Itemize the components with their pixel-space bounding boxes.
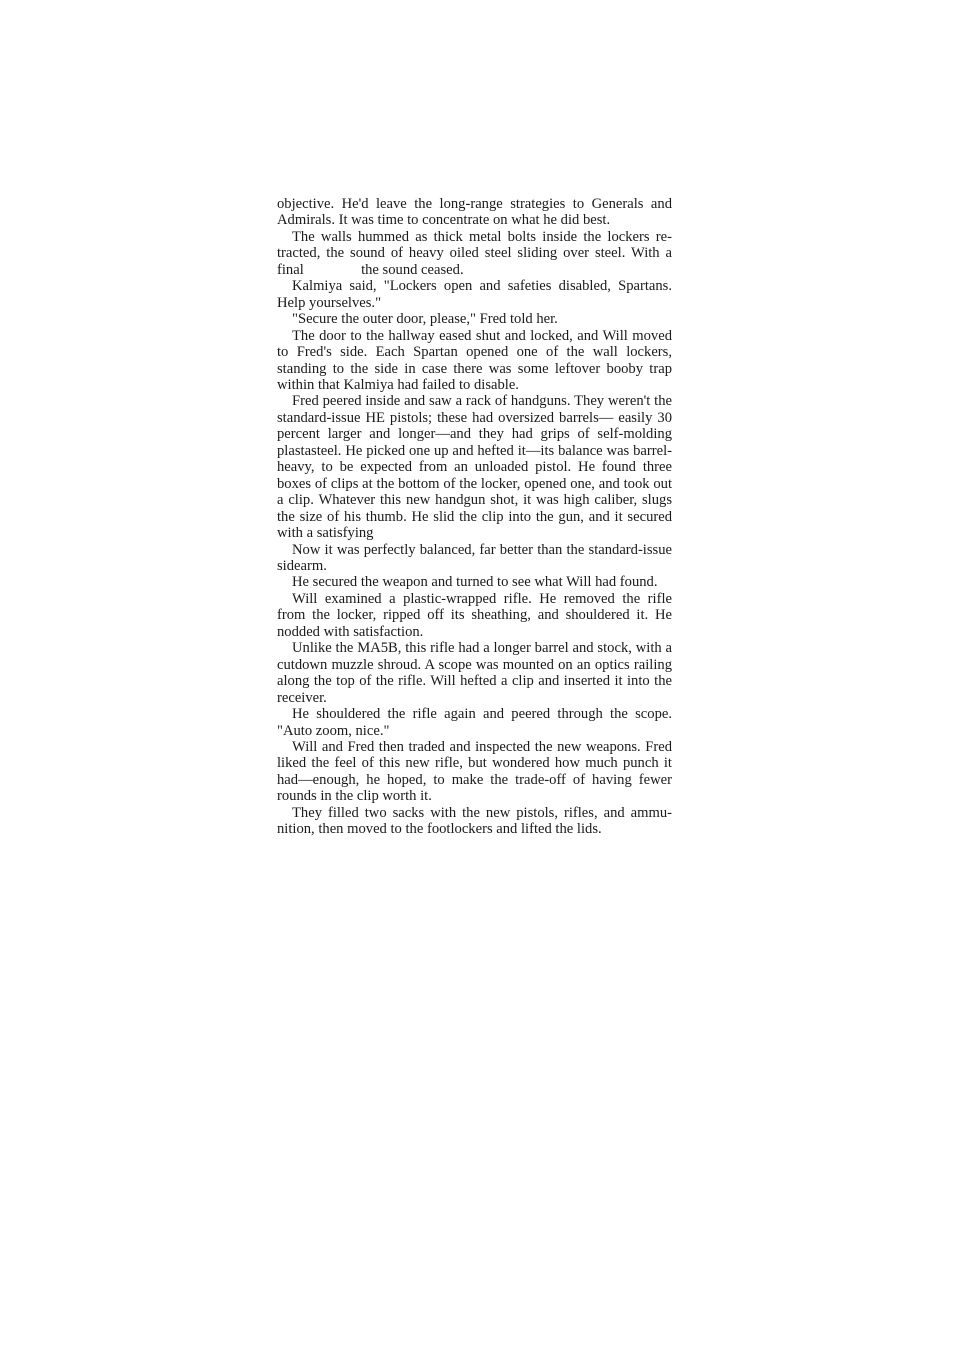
paragraph [277, 229, 672, 278]
paragraph: Will examined a plastic-wrapped rifle. He removed the rifle from the locker, ripped off its sheathing, and shouldered it. He nodded with satisfaction. [277, 590, 672, 640]
paragraph: Unlike the MA5B, this rifle had a longer barrel and stock, with a cutdown muzzle shroud. A scope was mounted on an optics railing along the top of the rifle. Will hefted a clip and inserted it into the receiver. [277, 640, 672, 706]
paragraph: He secured the weapon and turned to see what Will had found. [292, 574, 658, 591]
paragraph: "Secure the outer door, please," Fred told her. [292, 311, 558, 328]
paragraph: Kalmiya said, "Lockers open and safeties disabled, Spartans. Help yourselves." [277, 278, 672, 311]
paragraph: The door to the hallway eased shut and locked, and Will moved to Fred's side. Each Spartan opened one of the wall lockers, standing to the side in case there was some leftover booby trap within that Kalmiya had failed to disable. [277, 327, 672, 393]
paragraph-text: the sound ceased. [361, 261, 464, 278]
paragraph: Now it was perfectly balanced, far better than the standard-issue sidearm. [277, 541, 672, 574]
paragraph: Will and Fred then traded and inspected the new weapons. Fred liked the feel of this new rifle, but wondered how much punch it had—enough, he hoped, to make the trade-off of having fewer rounds in the clip worth it. [277, 738, 672, 805]
paragraph: Fred peered inside and saw a rack of handguns. They weren't the standard-issue HE pistols; these had oversized barrels— easily 30 percent larger and longer—and they had grips of self-molding plastasteel. He picked one up and hefted it—its balance was barrel-heavy, to be expected from an unloaded pistol. He found three boxes of clips at the bottom of the locker, opened one, and took out a clip. Whatever this new handgun shot, it was high caliber, slugs the size of his thumb. He slid the clip into the gun, and it secured with a satisfying [277, 393, 672, 542]
body-text [277, 196, 672, 838]
paragraph-text: The walls hummed as thick metal bolts inside the lockers retracted, the sound of heavy oiled steel sliding over steel. With a final [277, 228, 672, 278]
paragraph: objective. He'd leave the long-range strategies to Generals and Admirals. It was time to concentrate on what he did best. [277, 196, 672, 229]
paragraph: He shouldered the rifle again and peered through the scope. "Auto zoom, nice." [277, 706, 672, 739]
paragraph: They filled two sacks with the new pistols, rifles, and ammunition, then moved to the footlockers and lifted the lids. [277, 804, 672, 838]
